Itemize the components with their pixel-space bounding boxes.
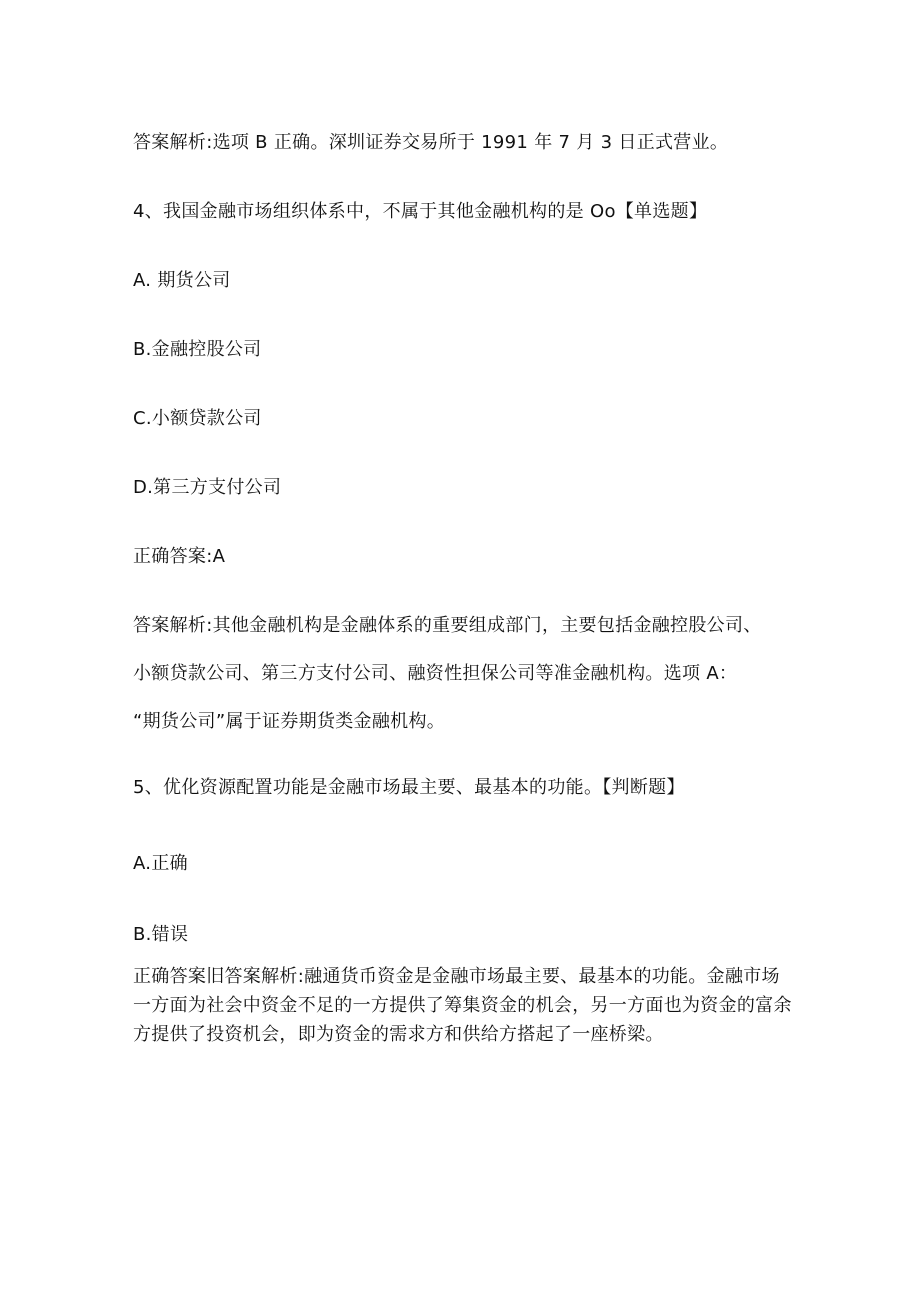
q4-option-b: B.金融控股公司 — [133, 339, 262, 360]
q4-analysis-line-3: “期货公司”属于证券期货类金融机构。 — [133, 711, 446, 732]
q4-answer: 正确答案:A — [133, 546, 226, 567]
q3-analysis: 答案解析:选项 B 正确。深圳证券交易所于 1991 年 7 月 3 日正式营业。 — [133, 132, 729, 153]
q4-analysis-line-1: 答案解析:其他金融机构是金融体系的重要组成部门，主要包括金融控股公司、 — [133, 615, 762, 636]
q4-analysis-line-2: 小额贷款公司、第三方支付公司、融资性担保公司等准金融机构。选项 A： — [133, 663, 738, 684]
q4-option-c: C.小额贷款公司 — [133, 408, 262, 429]
q5-option-a: A.正确 — [133, 853, 188, 874]
q5-answer-analysis: 正确答案旧答案解析:融通货币资金是金融市场最主要、最基本的功能。金融市场一方面为社会中资金不足的一方提供了筹集资金的机会，另一方面也为资金的富余方提供了投资机会，即为资金的需求方和供给方搭起了一座桥梁。 — [133, 966, 792, 1045]
q4-option-a: A. 期货公司 — [133, 270, 231, 291]
q5-question: 5、优化资源配置功能是金融市场最主要、最基本的功能。【判断题】 — [133, 777, 685, 798]
q4-option-d: D.第三方支付公司 — [133, 477, 282, 498]
q4-question: 4、我国金融市场组织体系中，不属于其他金融机构的是 Oo【单选题】 — [133, 201, 708, 222]
q5-option-b: B.错误 — [133, 924, 189, 945]
